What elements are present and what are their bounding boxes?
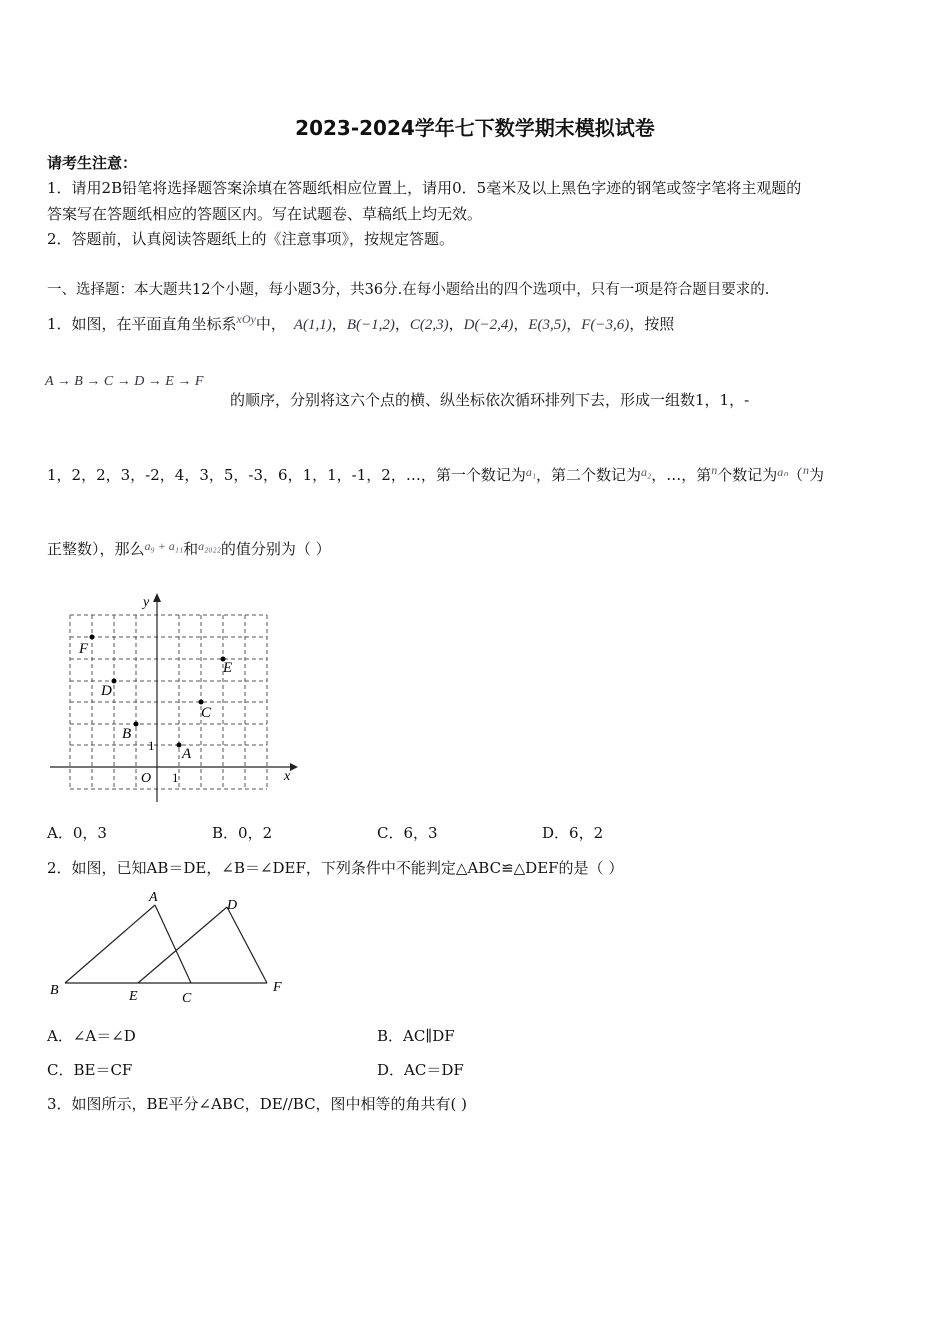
q1-line4 bbox=[47, 538, 331, 559]
label-d: D bbox=[101, 683, 112, 699]
q1-text-p4a: 正整数），那么 bbox=[47, 540, 145, 558]
x-unit-label: 1 bbox=[172, 770, 179, 785]
point-d: D(−2,4) bbox=[463, 317, 514, 333]
q1-zhong: 中， bbox=[255, 315, 286, 333]
label-a: A bbox=[182, 746, 192, 762]
origin-label: O bbox=[141, 771, 152, 786]
q1-option-d[interactable]: D．6，2 bbox=[542, 824, 604, 842]
q1-text-p3c: ，…，第 bbox=[651, 466, 712, 484]
vertex-b: B bbox=[50, 983, 59, 998]
q1-text-p3e: （ bbox=[788, 466, 804, 484]
q2-option-a[interactable]: A．∠A＝∠D bbox=[47, 1027, 136, 1045]
q1-text-p3d: 个数记为 bbox=[717, 466, 778, 484]
q3-stem: 3．如图所示，BE平分∠ABC，DE//BC，图中相等的角共有( ) bbox=[47, 1095, 468, 1113]
label-b: B bbox=[122, 726, 132, 742]
q1-a1: a₁ bbox=[525, 465, 536, 479]
q1-text-p3a: 1，2，2，3，-2，4，3，5，-3，6，1，1，-1，2，…，第一个数记为 bbox=[47, 466, 526, 484]
point-b: B(−1,2) bbox=[346, 317, 395, 333]
q1-xoy: xOy bbox=[236, 312, 256, 326]
label-e: E bbox=[223, 660, 233, 676]
q1-text-p3b: ，第二个数记为 bbox=[536, 466, 642, 484]
q2-stem: 2．如图，已知AB＝DE，∠B＝∠DEF，下列条件中不能判定△ABC≌△DEF的是（ ） bbox=[47, 859, 624, 877]
point-e: E(3,5) bbox=[528, 317, 567, 333]
q1-line1: 1．如图，在平面直角坐标系 xOy 中， A(1,1) ， B(−1,2) ， C(2,3) ， D(−2,4) ， E(3,5) ， F(−3,6) ，按照 bbox=[47, 312, 675, 333]
q1-expr2: a₂₀₂₂ bbox=[198, 539, 221, 553]
y-axis-label: y bbox=[143, 595, 150, 610]
y-unit-label: 1 bbox=[148, 738, 155, 753]
point-c: C(2,3) bbox=[409, 317, 449, 333]
dot-b bbox=[134, 722, 139, 727]
x-axis-arrow-icon bbox=[290, 763, 298, 771]
point-f: F(−3,6) bbox=[581, 317, 630, 333]
q2-option-d[interactable]: D．AC＝DF bbox=[377, 1061, 464, 1079]
label-c: C bbox=[201, 705, 212, 721]
coordinate-graph bbox=[45, 590, 305, 805]
triangle-figure bbox=[45, 885, 295, 1010]
grid-lines bbox=[70, 615, 267, 789]
q1-sequence: A → B → C → D → E → F bbox=[45, 374, 204, 389]
x-axis-label: x bbox=[284, 769, 291, 784]
q2-option-b[interactable]: B．AC∥DF bbox=[377, 1027, 455, 1045]
page-title: 2023-2024学年七下数学期末模拟试卷 bbox=[295, 116, 655, 140]
vertex-d: D bbox=[227, 898, 238, 913]
q1-expr1: a₉ + a₁₁ bbox=[144, 539, 184, 553]
q1-text-p1: 1．如图，在平面直角坐标系 bbox=[47, 315, 237, 333]
vertex-c: C bbox=[182, 991, 192, 1006]
triangle-lines bbox=[65, 905, 267, 983]
vertex-f: F bbox=[273, 980, 282, 995]
dot-f bbox=[90, 635, 95, 640]
notice-heading: 请考生注意： bbox=[47, 154, 138, 172]
q1-n: n bbox=[711, 463, 718, 477]
dot-c bbox=[199, 700, 204, 705]
q1-an: aₙ bbox=[777, 465, 788, 479]
q1-he: 和 bbox=[183, 540, 199, 558]
q1-line3 bbox=[47, 464, 824, 485]
q1-line2: 的顺序，分别将这六个点的横、纵坐标依次循环排列下去，形成一组数1，1，- bbox=[230, 391, 750, 409]
q1-option-b[interactable]: B．0，2 bbox=[212, 824, 273, 842]
dot-d bbox=[112, 679, 117, 684]
notice-line1: 1．请用2B铅笔将选择题答案涂填在答题纸相应位置上，请用0．5毫米及以上黑色字迹的钢笔或签字笔将主观题的 bbox=[47, 179, 802, 197]
q1-option-a[interactable]: A．0，3 bbox=[47, 824, 107, 842]
y-axis-arrow-icon bbox=[153, 593, 161, 602]
q1-option-c[interactable]: C．6，3 bbox=[377, 824, 438, 842]
q2-option-c[interactable]: C．BE＝CF bbox=[47, 1061, 133, 1079]
vertex-e: E bbox=[129, 989, 138, 1004]
label-f: F bbox=[79, 641, 89, 657]
q1-a2: a₂ bbox=[641, 465, 652, 479]
q1-text-p3f: 为 bbox=[809, 466, 825, 484]
q1-n2: n bbox=[803, 463, 810, 477]
q1-text-p4b: 的值分别为（ ） bbox=[220, 540, 331, 558]
dot-a bbox=[177, 743, 182, 748]
section-heading: 一、选择题：本大题共12个小题，每小题3分，共36分.在每小题给出的四个选项中，只有一项是符合题目要求的. bbox=[47, 282, 770, 298]
point-a: A(1,1) bbox=[293, 317, 332, 333]
notice-line1b: 答案写在答题纸相应的答题区内。写在试题卷、草稿纸上均无效。 bbox=[47, 205, 483, 223]
vertex-a: A bbox=[149, 890, 158, 905]
q1-anzhao: ，按照 bbox=[629, 315, 675, 333]
notice-line2: 2．答题前，认真阅读答题纸上的《注意事项》，按规定答题。 bbox=[47, 230, 455, 248]
